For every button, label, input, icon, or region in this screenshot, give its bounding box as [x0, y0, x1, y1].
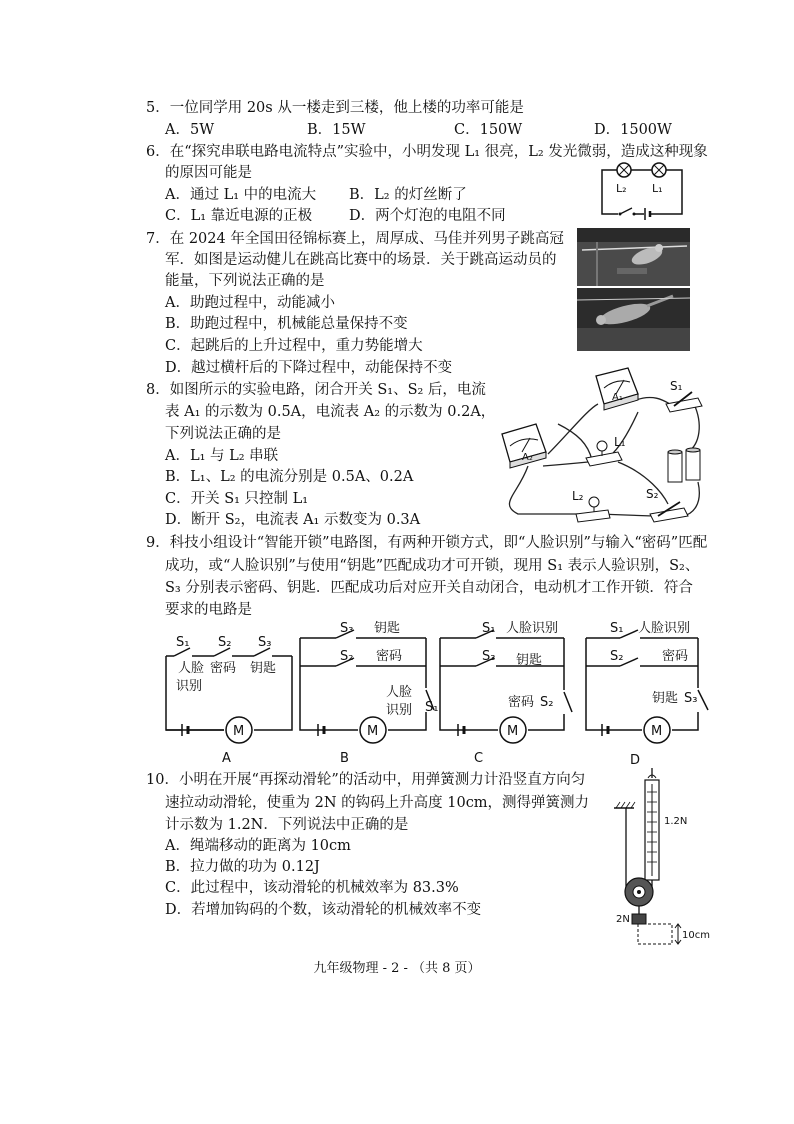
svg-text:人脸识别: 人脸识别 [638, 621, 691, 636]
q7-stem-line1: 7．在 2024 年全国田径锦标赛上，周厚成、马佳并列男子跳高冠 [146, 231, 564, 247]
q6-stem-line2: 的原因可能是 [165, 165, 252, 181]
q7-option-d: D．越过横杆后的下降过程中，动能保持不变 [165, 360, 453, 376]
switch-s1 [666, 379, 702, 412]
lamp-l1 [586, 435, 626, 466]
svg-text:人脸: 人脸 [178, 661, 205, 676]
svg-text:L₂: L₂ [572, 489, 584, 503]
battery-pack [668, 448, 700, 482]
q6-option-a: A．通过 L₁ 中的电流大 [165, 187, 317, 203]
svg-text:S₁: S₁ [610, 621, 624, 636]
svg-text:S₂: S₂ [340, 649, 354, 664]
q8-stem-line1: 8．如图所示的实验电路，闭合开关 S₁、S₂ 后，电流 [146, 382, 486, 398]
svg-text:密码: 密码 [662, 649, 689, 664]
q9-stem-line2: 成功，或“人脸识别”与使用“钥匙”匹配成功才可开锁，现用 S₁ 表示人验识别，S₂、 [165, 558, 700, 574]
svg-text:识别: 识别 [176, 679, 203, 694]
q5-option-a: A．5W [165, 122, 215, 138]
q9-circuit-b-s1-label: S₁ [425, 700, 439, 715]
q9-stem-line3: S₃ 分别表示密码、钥匙．匹配成功后对应开关自动闭合，电动机才工作开锁．符合 [165, 580, 693, 596]
svg-text:钥匙: 钥匙 [516, 653, 543, 668]
q9-circuit-c [436, 616, 576, 766]
q10-option-d: D．若增加钩码的个数，该动滑轮的机械效率不变 [165, 902, 482, 918]
q8-experiment-circuit [488, 364, 710, 534]
q10-pulley-diagram [612, 768, 714, 952]
svg-text:S₂: S₂ [218, 635, 232, 650]
q9-stem-line4: 要求的电路是 [165, 602, 252, 618]
svg-text:钥匙: 钥匙 [374, 621, 401, 636]
force-label: 1.2N [664, 816, 688, 827]
svg-text:B: B [340, 751, 349, 766]
svg-text:S₃: S₃ [482, 649, 496, 664]
svg-text:S₃: S₃ [258, 635, 272, 650]
svg-text:人脸识别: 人脸识别 [506, 621, 559, 636]
svg-text:S₁: S₁ [176, 635, 190, 650]
q5-option-d: D．1500W [594, 122, 672, 138]
svg-text:A₂: A₂ [522, 452, 533, 463]
lamp-l1-label: L₁ [652, 182, 663, 195]
high-jump-photo-bottom [577, 288, 690, 351]
svg-text:S₃: S₃ [684, 691, 698, 706]
weight-label: 2N [616, 914, 630, 925]
svg-text:M: M [507, 724, 519, 739]
q7-option-b: B．助跑过程中，机械能总量保持不变 [165, 316, 408, 332]
svg-text:密码: 密码 [376, 649, 403, 664]
svg-text:S₂: S₂ [610, 649, 624, 664]
svg-text:密码: 密码 [210, 661, 237, 676]
q7-stem-line2: 军．如图是运动健儿在跳高比赛中的场景．关于跳高运动员的 [165, 252, 557, 268]
svg-text:D: D [630, 753, 641, 766]
svg-text:S₁: S₁ [482, 621, 496, 636]
svg-text:钥匙: 钥匙 [250, 661, 277, 676]
svg-text:L₁: L₁ [614, 435, 626, 449]
q6-option-b: B．L₂ 的灯丝断了 [349, 187, 467, 203]
page-footer: 九年级物理 - 2 - （共 8 页） [313, 961, 481, 976]
svg-text:C: C [474, 751, 484, 766]
q6-circuit-diagram [596, 160, 688, 220]
svg-text:S₃: S₃ [340, 621, 354, 636]
q10-stem-line1: 10．小明在开展“再探动滑轮”的活动中，用弹簧测力计沿竖直方向匀 [146, 772, 586, 788]
q9-stem-line1: 9．科技小组设计“智能开锁”电路图，有两种开锁方式，即“人脸识别”与输入“密码”匹配 [146, 535, 708, 551]
switch-s2 [646, 487, 688, 522]
q8-option-b: B．L₁、L₂ 的电流分别是 0.5A、0.2A [165, 469, 414, 485]
ammeter-a1 [596, 368, 638, 410]
q7-option-a: A．助跑过程中，动能减小 [165, 295, 335, 311]
q8-option-c: C．开关 S₁ 只控制 L₁ [165, 491, 309, 507]
svg-text:密码: 密码 [508, 695, 535, 710]
lamp-l2-label: L₂ [616, 182, 627, 195]
ammeter-a2 [502, 424, 546, 468]
q6-stem-line1: 6．在“探究串联电路电流特点”实验中，小明发现 L₁ 很亮，L₂ 发光微弱，造成这种现象 [146, 144, 708, 160]
q5-option-c: C．150W [454, 122, 523, 138]
svg-text:S₁: S₁ [670, 379, 683, 393]
svg-text:A₁: A₁ [612, 392, 623, 403]
q6-option-d: D．两个灯泡的电阻不同 [349, 208, 506, 224]
q8-option-d: D．断开 S₂，电流表 A₁ 示数变为 0.3A [165, 512, 421, 528]
svg-text:M: M [367, 724, 379, 739]
q8-option-a: A．L₁ 与 L₂ 串联 [165, 448, 279, 464]
q7-stem-line3: 能量，下列说法正确的是 [165, 273, 325, 289]
q9-circuit-d [580, 616, 720, 766]
q5-stem: 5．一位同学用 20s 从一楼走到三楼，他上楼的功率可能是 [146, 100, 524, 116]
svg-text:钥匙: 钥匙 [652, 691, 679, 706]
svg-text:识别: 识别 [386, 703, 413, 718]
svg-text:S₂: S₂ [540, 695, 554, 710]
q10-stem-line3: 计示数为 1.2N．下列说法中正确的是 [165, 817, 409, 833]
svg-text:M: M [233, 724, 245, 739]
q5-option-b: B．15W [307, 122, 366, 138]
svg-text:A: A [222, 751, 231, 766]
high-jump-photo-top [577, 228, 690, 286]
lamp-l2 [572, 489, 610, 522]
q9-circuit-b [296, 616, 439, 766]
q7-option-c: C．起跳后的上升过程中，重力势能增大 [165, 338, 423, 354]
svg-text:S₂: S₂ [646, 487, 659, 501]
q8-stem-line3: 下列说法正确的是 [165, 426, 281, 442]
q10-option-c: C．此过程中，该动滑轮的机械效率为 83.3% [165, 880, 459, 896]
q10-stem-line2: 速拉动动滑轮，使重为 2N 的钩码上升高度 10cm，测得弹簧测力 [165, 795, 590, 811]
svg-text:人脸: 人脸 [386, 685, 413, 700]
height-label: 10cm [682, 930, 710, 941]
q8-stem-line2: 表 A₁ 的示数为 0.5A，电流表 A₂ 的示数为 0.2A， [165, 404, 496, 420]
svg-text:M: M [651, 724, 663, 739]
q10-option-b: B．拉力做的功为 0.12J [165, 859, 320, 875]
q9-circuit-a [160, 630, 300, 766]
q6-option-c: C．L₁ 靠近电源的正极 [165, 208, 313, 224]
q10-option-a: A．绳端移动的距离为 10cm [165, 838, 351, 854]
